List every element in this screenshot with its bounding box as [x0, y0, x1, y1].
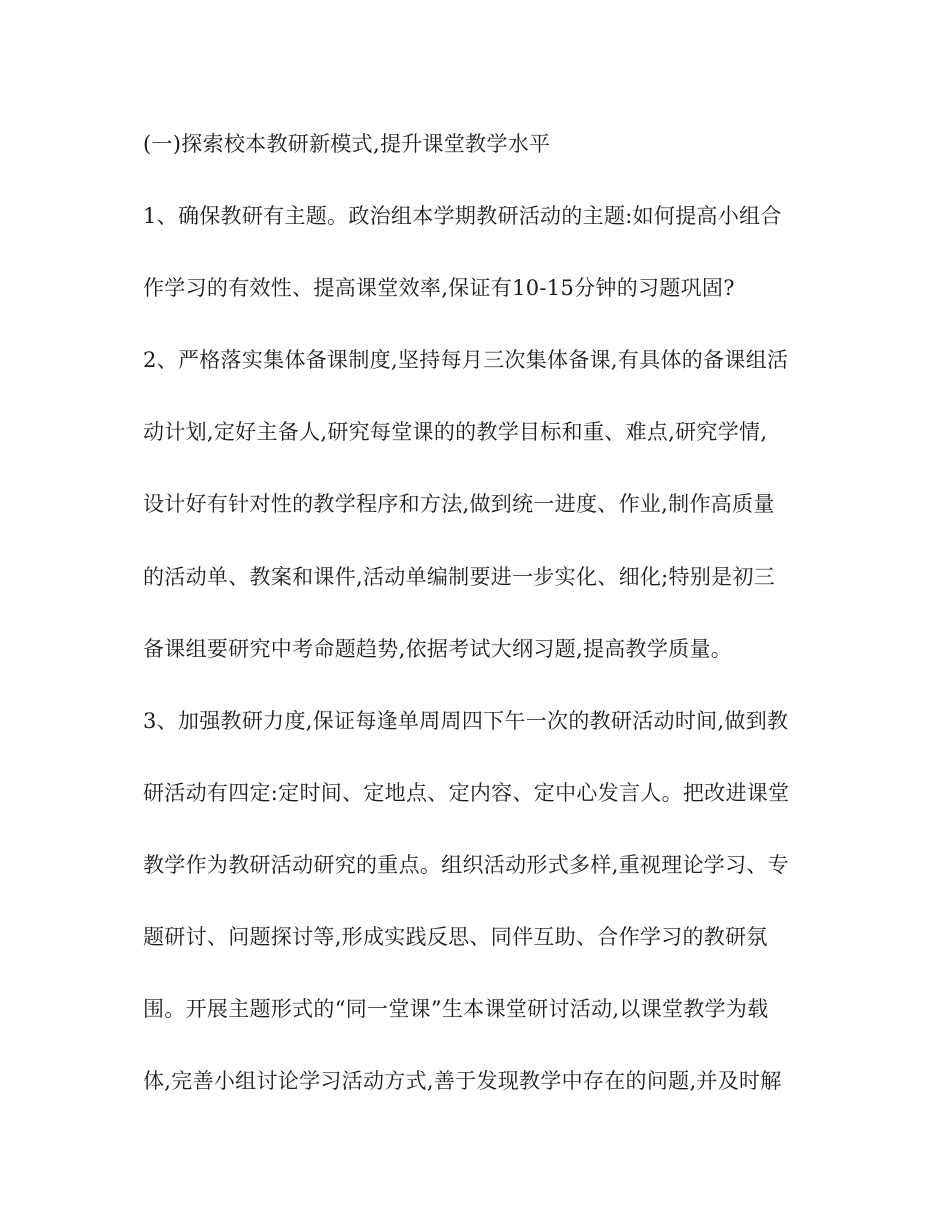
paragraph-line: 动计划,定好主备人,研究每堂课的的教学目标和重、难点,研究学情, — [143, 420, 768, 444]
paragraph-line: 体,完善小组讨论学习活动方式,善于发现教学中存在的问题,并及时解 — [143, 1069, 782, 1093]
paragraph-line: 1、确保教研有主题。政治组本学期教研活动的主题:如何提高小组合 — [143, 204, 782, 228]
paragraph-line: 设计好有针对性的教学程序和方法,做到统一进度、作业,制作高质量 — [143, 492, 775, 516]
paragraph-line: 的活动单、教案和课件,活动单编制要进一步实化、细化;特别是初三 — [143, 565, 776, 589]
paragraph-line: 题研讨、问题探讨等,形成实践反思、同伴互助、合作学习的教研氛 — [143, 925, 768, 949]
paragraph-line: 围。开展主题形式的“同一堂课”生本课堂研讨活动,以课堂教学为载 — [143, 997, 769, 1021]
paragraph-line: 备课组要研究中考命题趋势,依据考试大纲习题,提高教学质量。 — [143, 637, 733, 661]
paragraph-line: 研活动有四定:定时间、定地点、定内容、定中心发言人。把改进课堂 — [143, 781, 790, 805]
paragraph-line: 作学习的有效性、提高课堂效率,保证有10-15分钟的习题巩固? — [143, 276, 735, 300]
paragraph-line: 2、严格落实集体备课制度,坚持每月三次集体备课,有具体的备课组活 — [143, 348, 789, 372]
paragraph-line: 3、加强教研力度,保证每逢单周周四下午一次的教研活动时间,做到教 — [143, 709, 789, 733]
section-heading: (一)探索校本教研新模式,提升课堂教学水平 — [143, 132, 551, 156]
paragraph-line: 教学作为教研活动研究的重点。组织活动形式多样,重视理论学习、专 — [143, 853, 789, 877]
